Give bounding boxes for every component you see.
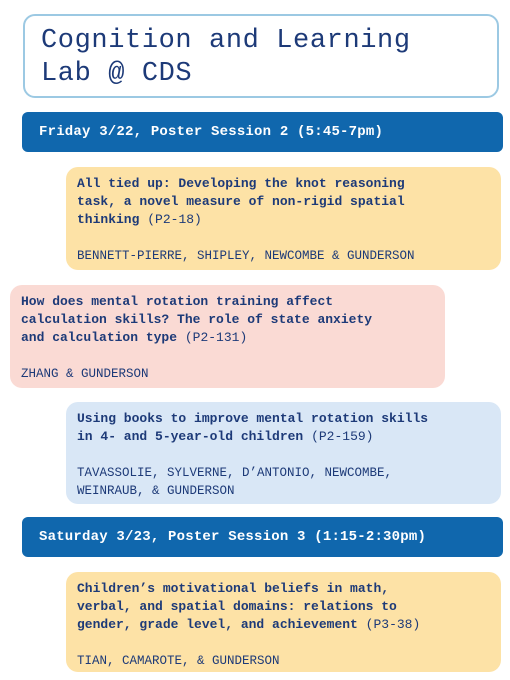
session-header-friday: Friday 3/22, Poster Session 2 (5:45-7pm) [22,112,503,152]
poster-title: All tied up: Developing the knot reasoning task, a novel measure of non-rigid spatial thinking (P2-18) [77,176,405,227]
session-header-saturday: Saturday 3/23, Poster Session 3 (1:15-2:30pm) [22,517,503,557]
poster-card-mental-rotation-calculation [10,285,445,388]
poster-authors: BENNETT-PIERRE, SHIPLEY, NEWCOMBE & GUNDERSON [77,249,415,263]
poster-title: Children’s motivational beliefs in math, verbal, and spatial domains: relations to gender, grade level, and achievement (P3-38) [77,581,421,632]
poster-authors: ZHANG & GUNDERSON [21,367,149,381]
poster-card-knot-reasoning [66,167,501,270]
lab-title-line-1: Cognition and Learning [41,26,411,56]
poster-card-books-mental-rotation [66,402,501,504]
poster-authors: TAVASSOLIE, SYLVERNE, D’ANTONIO, NEWCOMBE, WEINRAUB, & GUNDERSON [77,466,393,498]
poster-code: (P2-159) [311,429,374,444]
poster-code: (P2-18) [147,212,202,227]
poster-card-motivational-beliefs [66,572,501,672]
poster-title: Using books to improve mental rotation skills in 4- and 5-year-old children (P2-159) [77,411,429,444]
poster-code: (P2-131) [184,330,248,345]
poster-code: (P3-38) [365,617,421,632]
lab-title-line-2: Lab @ CDS [41,59,193,89]
lab-title-box [23,14,499,98]
poster-authors: TIAN, CAMAROTE, & GUNDERSON [77,654,280,668]
poster-title: How does mental rotation training affect calculation skills? The role of state anxiety and calculation type (P2-131) [21,294,373,345]
